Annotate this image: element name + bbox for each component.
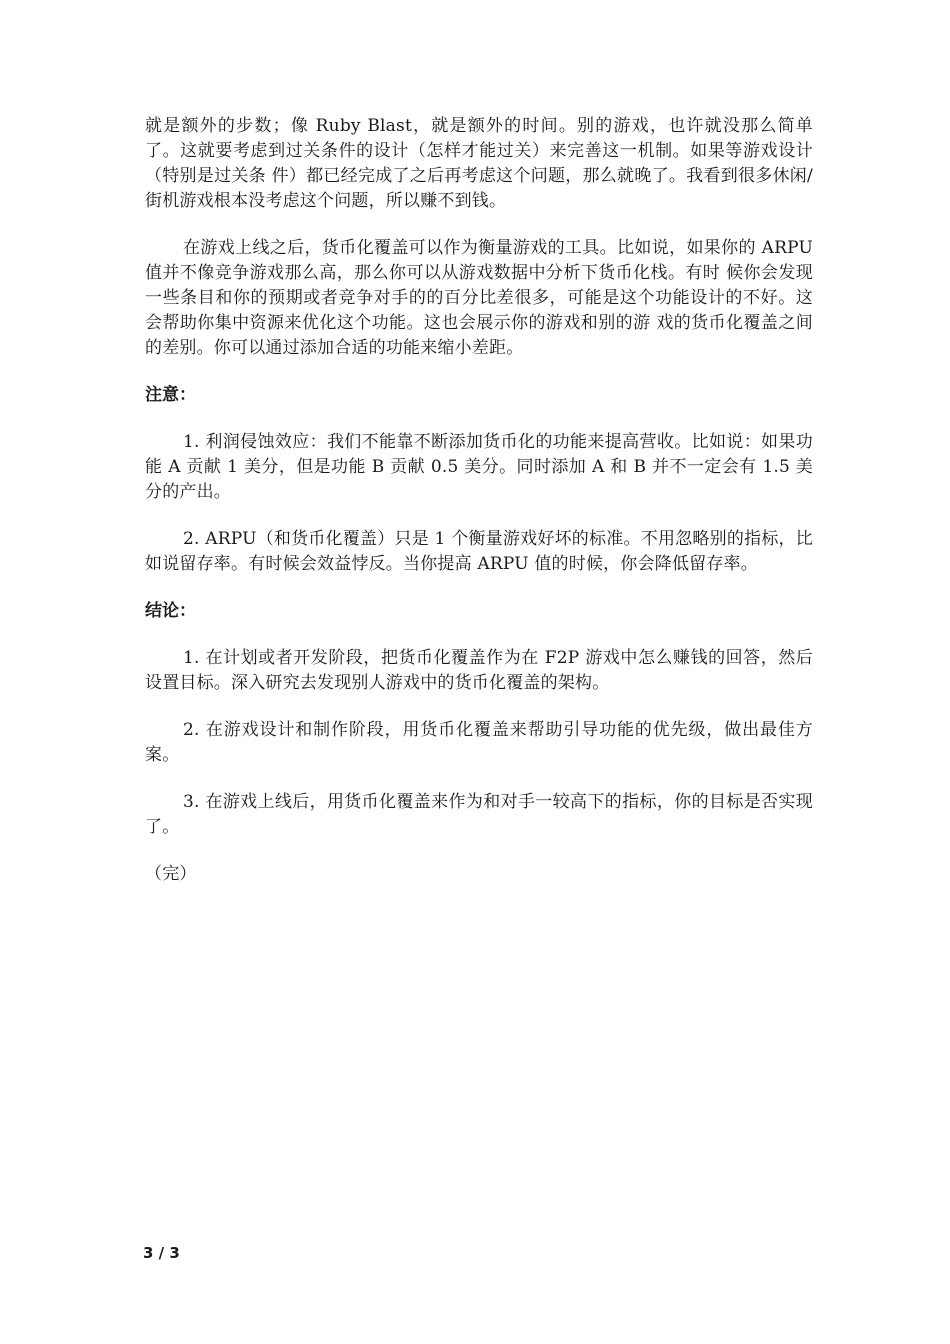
notice-item-1: 1. 利润侵蚀效应：我们不能靠不断添加货币化的功能来提高营收。比如说：如果功能 A 贡献 1 美分，但是功能 B 贡献 0.5 美分。同时添加 A 和 B 并不一定会有 1.5 美分的产出。 — [145, 432, 813, 502]
paragraph-monetization-tool: 在游戏上线之后，货币化覆盖可以作为衡量游戏的工具。比如说，如果你的 ARPU 值并不像竞争游戏那么高，那么你可以从游戏数据中分析下货币化栈。有时 候你会发现一些条目和你的预期或者竞争对手的的百分比差很多，可能是这个功能设计的不好。这会帮助你集中资源来优化这个功能。这也会展示你的游戏和别的游 戏的货币化覆盖之间的差别。你可以通过添加合适的功能来缩小差距。 — [145, 238, 813, 358]
conclusion-item-3: 3. 在游戏上线后，用货币化覆盖来作为和对手一较高下的指标，你的目标是否实现了。 — [145, 792, 813, 837]
document-body — [145, 114, 813, 887]
end-mark: （完） — [145, 864, 197, 884]
notice-item-2: 2. ARPU（和货币化覆盖）只是 1 个衡量游戏好坏的标准。不用忽略别的指标，比如说留存率。有时候会效益悖反。当你提高 ARPU 值的时候，你会降低留存率。 — [145, 529, 813, 574]
paragraph-continued: 就是额外的步数；像 Ruby Blast，就是额外的时间。别的游戏，也许就没那么简单了。这就要考虑到过关条件的设计（怎样才能过关）来完善这一机制。如果等游戏设计（特别是过关条 件）都已经完成了之后再考虑这个问题，那么就晚了。我看到很多休闲/街机游戏根本没考虑这个问题，所以赚不到钱。 — [145, 116, 813, 211]
conclusion-heading: 结论： — [145, 601, 196, 621]
conclusion-item-2: 2. 在游戏设计和制作阶段，用货币化覆盖来帮助引导功能的优先级，做出最佳方案。 — [145, 720, 813, 765]
page-number: 3 / 3 — [143, 1244, 180, 1262]
conclusion-item-1: 1. 在计划或者开发阶段，把货币化覆盖作为在 F2P 游戏中怎么赚钱的回答，然后设置目标。深入研究去发现别人游戏中的货币化覆盖的架构。 — [145, 648, 813, 693]
notice-heading: 注意： — [145, 385, 196, 405]
